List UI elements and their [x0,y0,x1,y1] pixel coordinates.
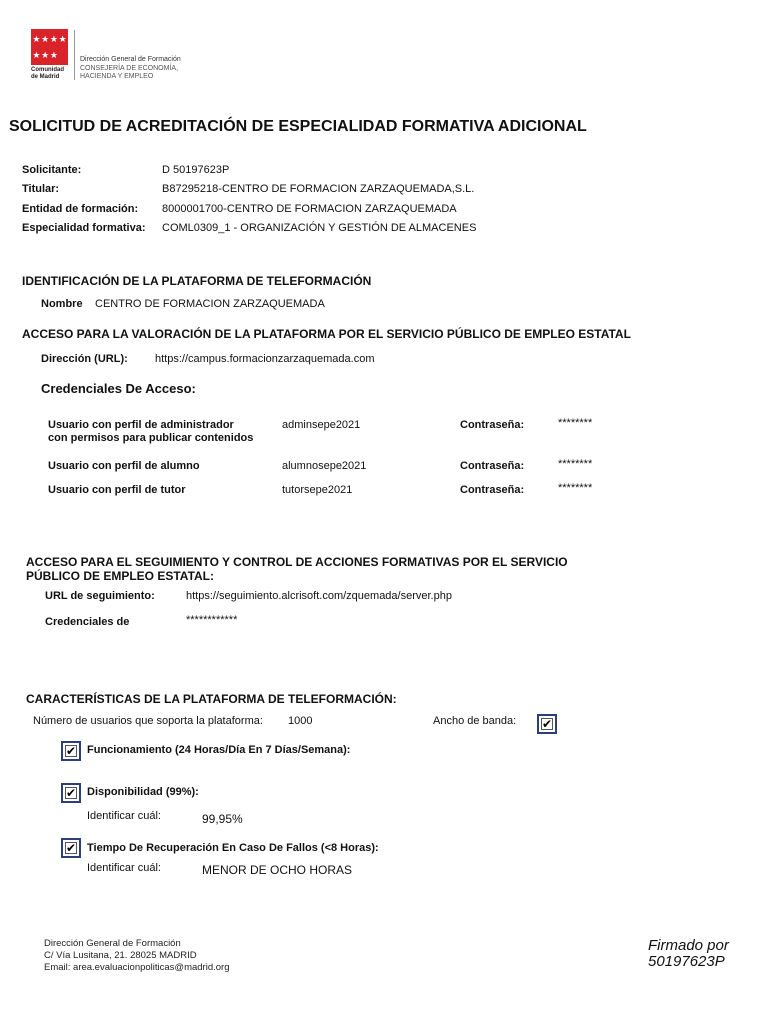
funcionamiento-checkbox[interactable] [61,741,81,761]
admin-user-value: adminsepe2021 [282,419,361,431]
seguimiento-heading: ACCESO PARA EL SEGUIMIENTO Y CONTROL DE ACCIONES FORMATIVAS POR EL SERVICIO PÚBLICO DE EMPLEO ESTATAL: [26,555,568,583]
admin-password-value: ******** [558,417,593,429]
nombre-value: CENTRO DE FORMACION ZARZAQUEMADA [95,298,325,310]
alumno-profile-label: Usuario con perfil de alumno [48,460,200,472]
alumno-password-label: Contraseña: [460,460,525,472]
footer-address: Dirección General de Formación C/ Vía Lusitana, 21. 28025 MADRID Email: area.evaluacionpoliticas@madrid.org [44,938,230,973]
disponibilidad-value: 99,95% [202,812,243,826]
titular-value: B87295218-CENTRO DE FORMACION ZARZAQUEMADA,S.L. [162,183,475,195]
acceso-heading: ACCESO PARA LA VALORACIÓN DE LA PLATAFORMA POR EL SERVICIO PÚBLICO DE EMPLEO ESTATAL [22,327,631,341]
comunidad-madrid-flag-logo: ★ ★ ★ ★ ★ ★ ★ [31,29,68,65]
admin-profile-label: Usuario con perfil de administrador con permisos para publicar contenidos [48,419,254,444]
seguimiento-url-label: URL de seguimiento: [45,590,155,602]
plataforma-heading: IDENTIFICACIÓN DE LA PLATAFORMA DE TELEFORMACIÓN [22,274,372,288]
caracteristicas-heading: CARACTERÍSTICAS DE LA PLATAFORMA DE TELEFORMACIÓN: [26,692,397,706]
usuarios-value: 1000 [288,715,313,727]
credenciales-heading: Credenciales De Acceso: [41,381,196,396]
alumno-password-value: ******** [558,458,593,470]
org-department: CONSEJERÍA DE ECONOMÍA, HACIENDA Y EMPLEO [80,65,179,80]
solicitante-value: D 50197623P [162,164,230,176]
solicitante-label: Solicitante: [22,164,82,176]
disponibilidad-checkbox[interactable] [61,783,81,803]
logo-caption: Comunidad de Madrid [31,67,64,80]
signature-block: Firmado por 50197623P [648,937,729,970]
seguimiento-url-value: https://seguimiento.alcrisoft.com/zquemada/server.php [186,590,452,602]
check-icon: ✔ [65,744,77,758]
recuperacion-value: MENOR DE OCHO HORAS [202,863,353,877]
check-icon: ✔ [541,717,553,731]
recuperacion-label: Tiempo De Recuperación En Caso De Fallos (<8 Horas): [87,842,379,854]
recuperacion-identificar-label: Identificar cuál: [87,862,161,874]
especialidad-value: COML0309_1 - ORGANIZACIÓN Y GESTIÓN DE ALMACENES [162,222,477,234]
url-label: Dirección (URL): [41,353,128,365]
tutor-password-label: Contraseña: [460,484,525,496]
tutor-user-value: tutorsepe2021 [282,484,353,496]
funcionamiento-label: Funcionamiento (24 Horas/Día En 7 Días/Semana): [87,744,351,756]
entidad-label: Entidad de formación: [22,203,139,215]
document-title: SOLICITUD DE ACREDITACIÓN DE ESPECIALIDAD FORMATIVA ADICIONAL [9,118,587,135]
url-value: https://campus.formacionzarzaquemada.com [155,353,375,365]
seguimiento-cred-value: ************ [186,614,238,626]
org-name: Dirección General de Formación [80,56,181,63]
recuperacion-checkbox[interactable] [61,838,81,858]
tutor-profile-label: Usuario con perfil de tutor [48,484,186,496]
admin-password-label: Contraseña: [460,419,525,431]
ancho-banda-checkbox[interactable] [537,714,557,734]
tutor-password-value: ******** [558,482,593,494]
disponibilidad-identificar-label: Identificar cuál: [87,810,161,822]
ancho-banda-label: Ancho de banda: [433,715,517,727]
check-icon: ✔ [65,841,77,855]
nombre-label: Nombre [41,298,83,310]
usuarios-label: Número de usuarios que soporta la plataforma: [33,715,263,727]
titular-label: Titular: [22,183,60,195]
entidad-value: 8000001700-CENTRO DE FORMACION ZARZAQUEMADA [162,203,457,215]
especialidad-label: Especialidad formativa: [22,222,146,234]
alumno-user-value: alumnosepe2021 [282,460,367,472]
disponibilidad-label: Disponibilidad (99%): [87,786,199,798]
logo-divider [74,30,75,80]
check-icon: ✔ [65,786,77,800]
seguimiento-cred-label: Credenciales de [45,616,130,628]
